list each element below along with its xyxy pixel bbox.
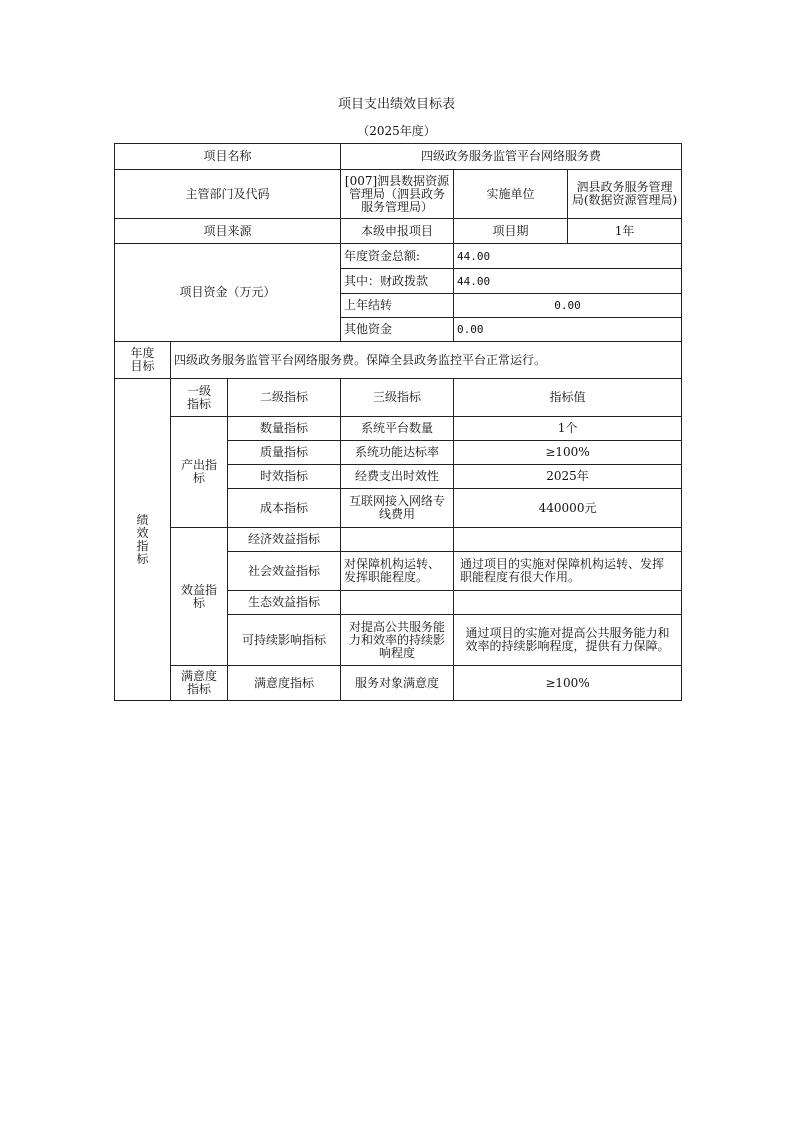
indicator-value: 通过项目的实施对提高公共服务能力和效率的持续影响程度，提供有力保障。	[454, 615, 682, 666]
level2-indicator: 时效指标	[228, 465, 341, 489]
level3-indicator	[341, 528, 454, 552]
table-row	[115, 528, 682, 552]
indicator-value: 440000元	[454, 489, 682, 528]
level3-indicator: 服务对象满意度	[341, 666, 454, 701]
performance-indicators-label: 绩效指标	[115, 379, 171, 701]
indicator-value: 1个	[454, 417, 682, 441]
project-source-label: 项目来源	[115, 219, 341, 244]
page-title: 项目支出绩效目标表	[337, 97, 455, 112]
level3-indicator: 对提高公共服务能力和效率的持续影响程度	[341, 615, 454, 666]
project-period-label: 项目期	[454, 219, 568, 244]
level2-indicator: 成本指标	[228, 489, 341, 528]
project-name-label: 项目名称	[115, 144, 341, 170]
carryover-value: 0.00	[454, 294, 682, 318]
row-project-name	[115, 144, 682, 170]
row-department	[115, 170, 682, 219]
department-value: [007]泗县数据资源管理局（泗县政务服务管理局）	[341, 170, 454, 219]
level2-indicator: 生态效益指标	[228, 591, 341, 615]
page-subtitle: （2025年度）	[357, 124, 436, 138]
level3-indicator: 互联网接入网络专线费用	[341, 489, 454, 528]
header-indicator-value: 指标值	[454, 379, 682, 417]
implementing-unit-value: 泗县政务服务管理局(数据资源管理局)	[568, 170, 682, 219]
level3-indicator: 经费支出时效性	[341, 465, 454, 489]
header-level2-indicator: 二级指标	[228, 379, 341, 417]
fiscal-allocation-value: 44.00	[454, 269, 682, 294]
department-label: 主管部门及代码	[115, 170, 341, 219]
project-funds-label: 项目资金（万元）	[115, 244, 341, 342]
implementing-unit-label: 实施单位	[454, 170, 568, 219]
annual-goal-value: 四级政务服务监管平台网络服务费。保障全县政务监控平台正常运行。	[171, 342, 682, 379]
level3-indicator: 系统功能达标率	[341, 441, 454, 465]
indicator-value: ≥100%	[454, 441, 682, 465]
level3-indicator: 对保障机构运转、发挥职能程度。	[341, 552, 454, 591]
table-row	[115, 417, 682, 441]
other-funds-value: 0.00	[454, 318, 682, 342]
indicator-value: 2025年	[454, 465, 682, 489]
row-project-source	[115, 219, 682, 244]
level2-indicator: 社会效益指标	[228, 552, 341, 591]
row-funds-total	[115, 244, 682, 269]
header-level3-indicator: 三级指标	[341, 379, 454, 417]
level2-indicator: 可持续影响指标	[228, 615, 341, 666]
annual-goal-label: 年度目标	[115, 342, 171, 379]
header-level1-indicator: 一级指标	[171, 379, 228, 417]
row-annual-goal	[115, 342, 682, 379]
other-funds-label: 其他资金	[341, 318, 454, 342]
project-source-value: 本级申报项目	[341, 219, 454, 244]
level2-indicator: 数量指标	[228, 417, 341, 441]
performance-goal-table	[114, 143, 682, 701]
level2-indicator: 经济效益指标	[228, 528, 341, 552]
output-indicators-label: 产出指标	[171, 417, 228, 528]
fiscal-allocation-label: 其中：财政拨款	[341, 269, 454, 294]
satisfaction-indicators-label: 满意度指标	[171, 666, 228, 701]
level2-indicator: 满意度指标	[228, 666, 341, 701]
level3-indicator: 系统平台数量	[341, 417, 454, 441]
indicator-value	[454, 528, 682, 552]
project-name-value: 四级政务服务监管平台网络服务费	[341, 144, 682, 170]
annual-funds-total-value: 44.00	[454, 244, 682, 269]
row-indicator-header	[115, 379, 682, 417]
indicator-value: 通过项目的实施对保障机构运转、发挥职能程度有很大作用。	[454, 552, 682, 591]
table-row	[115, 666, 682, 701]
indicator-value: ≥100%	[454, 666, 682, 701]
level2-indicator: 质量指标	[228, 441, 341, 465]
level3-indicator	[341, 591, 454, 615]
annual-funds-total-label: 年度资金总额:	[341, 244, 454, 269]
carryover-label: 上年结转	[341, 294, 454, 318]
indicator-value	[454, 591, 682, 615]
benefit-indicators-label: 效益指标	[171, 528, 228, 666]
project-period-value: 1年	[568, 219, 682, 244]
